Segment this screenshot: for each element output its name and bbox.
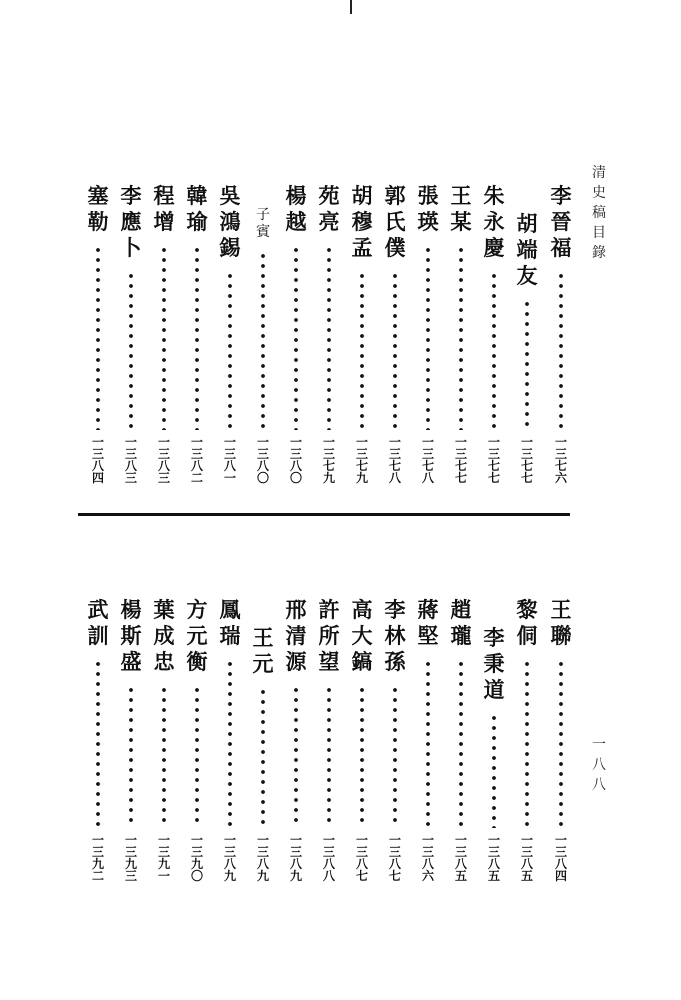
toc-entry — [249, 597, 277, 883]
toc-entry-page: 一 三 九 三 — [124, 833, 137, 883]
toc-entry-name: 郭 氏 僕 — [384, 183, 406, 260]
toc-entry — [480, 597, 508, 883]
toc-entry — [547, 597, 575, 883]
toc-entry-name: 李 林 孫 — [384, 597, 406, 674]
toc-entry-name: 高 大 鎬 — [351, 597, 373, 674]
leader-dots — [325, 685, 333, 828]
toc-entry-name: 程 增 — [153, 183, 175, 234]
toc-entry-name: 苑 亮 — [318, 183, 340, 234]
toc-entry-name: 李 晉 福 — [550, 183, 572, 260]
page-header: 清 史 稿 目 錄 — [592, 165, 606, 261]
toc-entry — [84, 597, 112, 883]
toc-entry-page: 一 三 八 九 — [256, 833, 269, 883]
section-divider — [78, 513, 570, 516]
toc-entry-page: 一 三 七 八 — [388, 435, 401, 485]
leader-dots — [490, 271, 498, 430]
toc-entry-page: 一 三 八 七 — [355, 833, 368, 883]
leader-dots — [160, 245, 168, 430]
toc-entry-name: 王 聯 — [550, 597, 572, 648]
toc-entry-page: 一 三 八 九 — [223, 833, 236, 883]
toc-entry-name: 張 瑛 — [417, 183, 439, 234]
leader-dots — [226, 659, 234, 828]
leader-dots — [358, 271, 366, 430]
top-edge-mark — [350, 0, 352, 14]
toc-entry-name: 李 應 卜 — [120, 183, 142, 260]
leader-dots — [557, 659, 565, 828]
toc-entry — [216, 597, 244, 883]
leader-dots — [523, 299, 531, 430]
toc-entry — [348, 183, 376, 485]
toc-entry — [513, 183, 541, 485]
leader-dots — [557, 271, 565, 430]
toc-entry-name: 楊 越 — [285, 183, 307, 234]
toc-entry-name: 塞 勒 — [87, 183, 109, 234]
leader-dots — [94, 245, 102, 430]
toc-entry-name: 葉 成 忠 — [153, 597, 175, 674]
toc-entry-page: 一 三 八 五 — [520, 833, 533, 883]
toc-entry — [315, 183, 343, 485]
toc-entry-name: 鳳 瑞 — [219, 597, 241, 648]
toc-entry-page: 一 三 七 八 — [421, 435, 434, 485]
toc-entry — [414, 183, 442, 485]
leader-dots — [424, 659, 432, 828]
toc-entry — [513, 597, 541, 883]
toc-entry — [84, 183, 112, 485]
toc-entry — [183, 597, 211, 883]
toc-entry-page: 一 三 八 八 — [322, 833, 335, 883]
toc-entry-page: 一 三 七 七 — [487, 435, 500, 485]
leader-dots — [193, 685, 201, 828]
toc-entry-name: 胡 穆 孟 — [351, 183, 373, 260]
leader-dots — [259, 687, 267, 828]
toc-entry-name: 朱 永 慶 — [483, 183, 505, 260]
toc-entry-page: 一 三 八 四 — [91, 435, 104, 485]
toc-entry-page: 一 三 八 四 — [554, 833, 567, 883]
leader-dots — [160, 685, 168, 828]
leader-dots — [94, 659, 102, 828]
toc-entry-name: 黎 侗 — [516, 597, 538, 648]
toc-entry — [381, 597, 409, 883]
toc-entry — [447, 597, 475, 883]
toc-entry — [249, 183, 277, 485]
leader-dots — [325, 245, 333, 430]
toc-entry-name: 邢 清 源 — [285, 597, 307, 674]
toc-entry-name: 武 訓 — [87, 597, 109, 648]
toc-entry-page: 一 三 九 一 — [157, 833, 170, 883]
toc-entry — [547, 183, 575, 485]
toc-entry-page: 一 三 八 三 — [124, 435, 137, 485]
toc-entry — [348, 597, 376, 883]
leader-dots — [457, 659, 465, 828]
toc-entry-name: 王 某 — [450, 183, 472, 234]
toc-entry-name: 趙 瓏 — [450, 597, 472, 648]
toc-entry-page: 一 三 八 九 — [289, 833, 302, 883]
leader-dots — [391, 271, 399, 430]
toc-entry — [183, 183, 211, 485]
toc-entry — [216, 183, 244, 485]
toc-entry-name: 許 所 望 — [318, 597, 340, 674]
toc-entry-page: 一 三 八 六 — [421, 833, 434, 883]
leader-dots — [259, 251, 267, 430]
toc-entry-page: 一 三 八 〇 — [256, 435, 269, 485]
toc-entry-page: 一 三 八 五 — [454, 833, 467, 883]
toc-entry-note: 子 賓 — [256, 207, 270, 240]
leader-dots — [292, 685, 300, 828]
leader-dots — [292, 245, 300, 430]
toc-entry-page: 一 三 九 二 — [91, 833, 104, 883]
page-number: 一 八 八 — [592, 737, 606, 793]
toc-entry-page: 一 三 七 七 — [454, 435, 467, 485]
leader-dots — [523, 659, 531, 828]
toc-entry-page: 一 三 八 七 — [388, 833, 401, 883]
toc-entry-page: 一 三 七 七 — [520, 435, 533, 485]
toc-entry-page: 一 三 八 〇 — [289, 435, 302, 485]
toc-entry-name: 吳 鴻 錫 — [219, 183, 241, 260]
toc-entry-name: 韓 瑜 — [186, 183, 208, 234]
toc-entry-page: 一 三 八 五 — [487, 833, 500, 883]
toc-entry-page: 一 三 七 九 — [322, 435, 335, 485]
leader-dots — [391, 685, 399, 828]
leader-dots — [490, 713, 498, 828]
toc-entry — [150, 183, 178, 485]
leader-dots — [127, 685, 135, 828]
toc-entry-name: 楊 斯 盛 — [120, 597, 142, 674]
toc-entry-page: 一 三 七 六 — [554, 435, 567, 485]
toc-entry-page: 一 三 九 〇 — [190, 833, 203, 883]
toc-entry — [414, 597, 442, 883]
toc-entry-page: 一 三 七 九 — [355, 435, 368, 485]
leader-dots — [226, 271, 234, 430]
toc-entry — [117, 183, 145, 485]
leader-dots — [127, 271, 135, 430]
toc-entry-name: 李 秉 道 — [483, 625, 505, 702]
toc-entry — [282, 183, 310, 485]
leader-dots — [193, 245, 201, 430]
toc-entry-name: 蔣 堅 — [417, 597, 439, 648]
toc-entry — [282, 597, 310, 883]
toc-entry — [480, 183, 508, 485]
toc-entry-page: 一 三 八 二 — [190, 435, 203, 485]
toc-entry — [117, 597, 145, 883]
leader-dots — [424, 245, 432, 430]
toc-entry — [315, 597, 343, 883]
toc-entry-name: 王 元 — [252, 625, 274, 676]
toc-entry — [447, 183, 475, 485]
leader-dots — [358, 685, 366, 828]
toc-entry-name: 胡 端 友 — [516, 211, 538, 288]
leader-dots — [457, 245, 465, 430]
toc-entry-page: 一 三 八 三 — [157, 435, 170, 485]
toc-entry — [381, 183, 409, 485]
toc-entry-name: 方 元 衡 — [186, 597, 208, 674]
toc-entry-page: 一 三 八 一 — [223, 435, 236, 485]
toc-entry — [150, 597, 178, 883]
